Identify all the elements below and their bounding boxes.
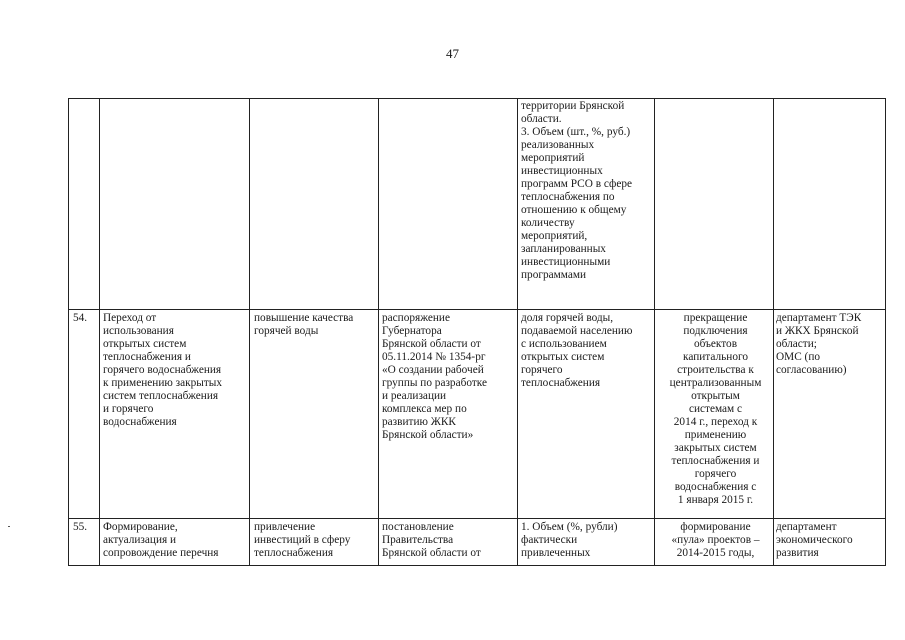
measures-table: [68, 98, 886, 566]
basis-cell: постановление Правительства Брянской области от: [382, 521, 481, 559]
event-cell: Переход от использования открытых систем теплоснабжения и горячего водоснабжения к применению закрытых систем теплоснабжения и горячего водоснабжения: [103, 312, 223, 428]
goal-cell: повышение качества горячей воды: [254, 312, 354, 337]
page-number: 47: [446, 46, 459, 61]
result-cell: формирование «пула» проектов – 2014-2015 годы,: [671, 521, 760, 559]
row-divider: [68, 309, 886, 310]
result-cell: прекращение подключения объектов капитального строительства к централизованным открытым системам с 2014 г., переход к применению закрытых систем теплоснабжения и горячего водоснабжения с 1 января 2015 г.: [669, 312, 762, 506]
responsible-cell: департамент экономического развития: [776, 521, 853, 559]
indicator-cell: 1. Объем (%, рубли) фактически привлеченных: [521, 521, 618, 559]
table-border-bottom: [68, 565, 886, 566]
table-border-top: [68, 98, 886, 99]
indicator-cell: доля горячей воды, подаваемой населению с использованием открытых систем горячего теплоснабжения: [521, 312, 633, 389]
goal-cell: привлечение инвестиций в сферу теплоснабжения: [254, 521, 351, 559]
table-border-left: [68, 98, 69, 566]
indicator-cell: территории Брянской области. 3. Объем (шт., %, руб.) реализованных мероприятий инвестиционных программ РСО в сфере теплоснабжения по отношению к общему количеству мероприятий, запланированных инвестиционными программами: [521, 100, 633, 281]
row-divider: [68, 518, 886, 519]
row-number: 55.: [73, 521, 88, 533]
column-divider: [517, 98, 518, 566]
column-divider: [99, 98, 100, 566]
scan-speck: [8, 526, 10, 527]
column-divider: [654, 98, 655, 566]
event-cell: Формирование, актуализация и сопровождение перечня: [103, 521, 219, 559]
row-number: 54.: [73, 312, 88, 324]
basis-cell: распоряжение Губернатора Брянской области от 05.11.2014 № 1354-рг «О создании рабочей группы по разработке и реализации комплекса мер по развитию ЖКК Брянской области»: [382, 312, 487, 441]
responsible-cell: департамент ТЭК и ЖКХ Брянской области; ОМС (по согласованию): [776, 312, 862, 376]
